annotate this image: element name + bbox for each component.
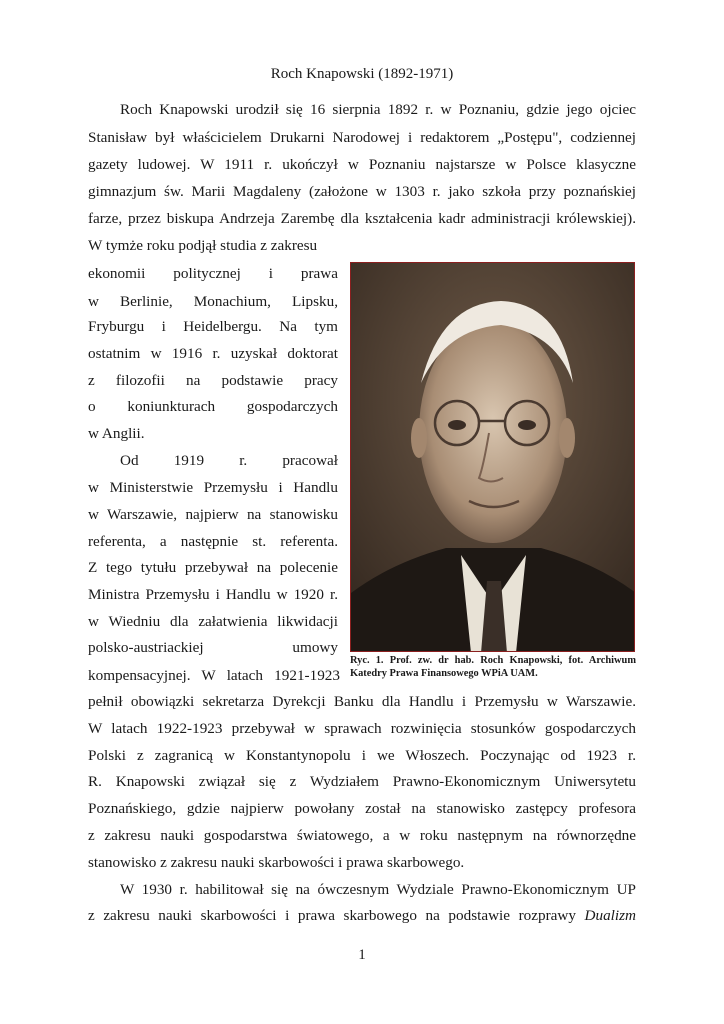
text-line: farze, przez biskupa Andrzeja Zarembę dla kształcenia kadr administracji królewskiej). (88, 210, 636, 227)
photo-caption: Ryc. 1. Prof. zw. dr hab. Roch Knapowski, fot. Archiwum Katedry Prawa Finansowego WPiA UAM. (350, 655, 636, 679)
text-line: w Ministerstwie Przemysłu i Handlu (88, 479, 338, 496)
text-line: gazety ludowej. W 1911 r. ukończył w Poznaniu najstarsze w Polsce klasyczne (88, 156, 636, 173)
text-line: Polski z zagranicą w Konstantynopolu i we Włoszech. Poczynając od 1923 r. (88, 747, 636, 764)
text-line: W tymże roku podjął studia z zakresu (88, 237, 318, 254)
text-line: z zakresu nauki gospodarstwa światowego, a w roku następnym na równorzędne (88, 827, 636, 844)
text-line: Stanisław był właścicielem Drukarni Narodowej i redaktorem „Postępu", codziennej (88, 129, 636, 146)
text-line: o koniunkturach gospodarczych (88, 398, 338, 415)
page-title: Roch Knapowski (1892-1971) (270, 66, 454, 82)
text-line: Ministra Przemysłu i Handlu w 1920 r. (88, 586, 338, 603)
page-number: 1 (358, 947, 366, 963)
text-line: w Wiedniu dla załatwienia likwidacji (88, 613, 338, 630)
portrait-photo (350, 262, 635, 652)
text-line: Od 1919 r. pracował (120, 452, 338, 469)
text-line: kompensacyjnej. W latach 1921-1923 (88, 667, 340, 684)
text-line: stanowisko z zakresu nauki skarbowości i prawa skarbowego. (88, 854, 465, 871)
text-line (88, 906, 636, 926)
text-line: W latach 1922-1923 przebywał w sprawach rozwinięcia stosunków gospodarczych (88, 720, 636, 737)
text-line: polsko-austriackiej umowy (88, 639, 338, 656)
text-line: ekonomii politycznej i prawa (88, 265, 338, 282)
italic-title: Dualizm (584, 907, 636, 924)
text-line: w Berlinie, Monachium, Lipsku, (88, 293, 338, 310)
text-line: W 1930 r. habilitował się na ówczesnym Wydziale Prawno-Ekonomicznym UP (120, 881, 636, 898)
text-fragment: z zakresu nauki skarbowości i prawa skarbowego na podstawie rozprawy (88, 907, 576, 924)
text-line: Poznańskiego, gdzie najpierw powołany został na stanowisko zastępcy profesora (88, 800, 636, 817)
text-line: Z tego tytułu przebywał na polecenie (88, 559, 338, 576)
text-line: w Warszawie, najpierw na stanowisku (88, 506, 338, 523)
text-line: R. Knapowski związał się z Wydziałem Prawno-Ekonomicznym Uniwersytetu (88, 773, 636, 790)
text-line: gimnazjum św. Marii Magdaleny (założone w 1303 r. jako szkoła przy poznańskiej (88, 183, 636, 200)
text-line: pełnił obowiązki sekretarza Dyrekcji Banku dla Handlu i Przemysłu w Warszawie. (88, 693, 636, 710)
text-line: w Anglii. (88, 425, 145, 442)
text-line: z filozofii na podstawie pracy (88, 372, 338, 389)
text-line: referenta, a następnie st. referenta. (88, 533, 338, 550)
text-line: Fryburgu i Heidelbergu. Na tym (88, 318, 338, 335)
text-line: ostatnim w 1916 r. uzyskał doktorat (88, 345, 338, 362)
text-line: Roch Knapowski urodził się 16 sierpnia 1892 r. w Poznaniu, gdzie jego ojciec (120, 101, 636, 118)
